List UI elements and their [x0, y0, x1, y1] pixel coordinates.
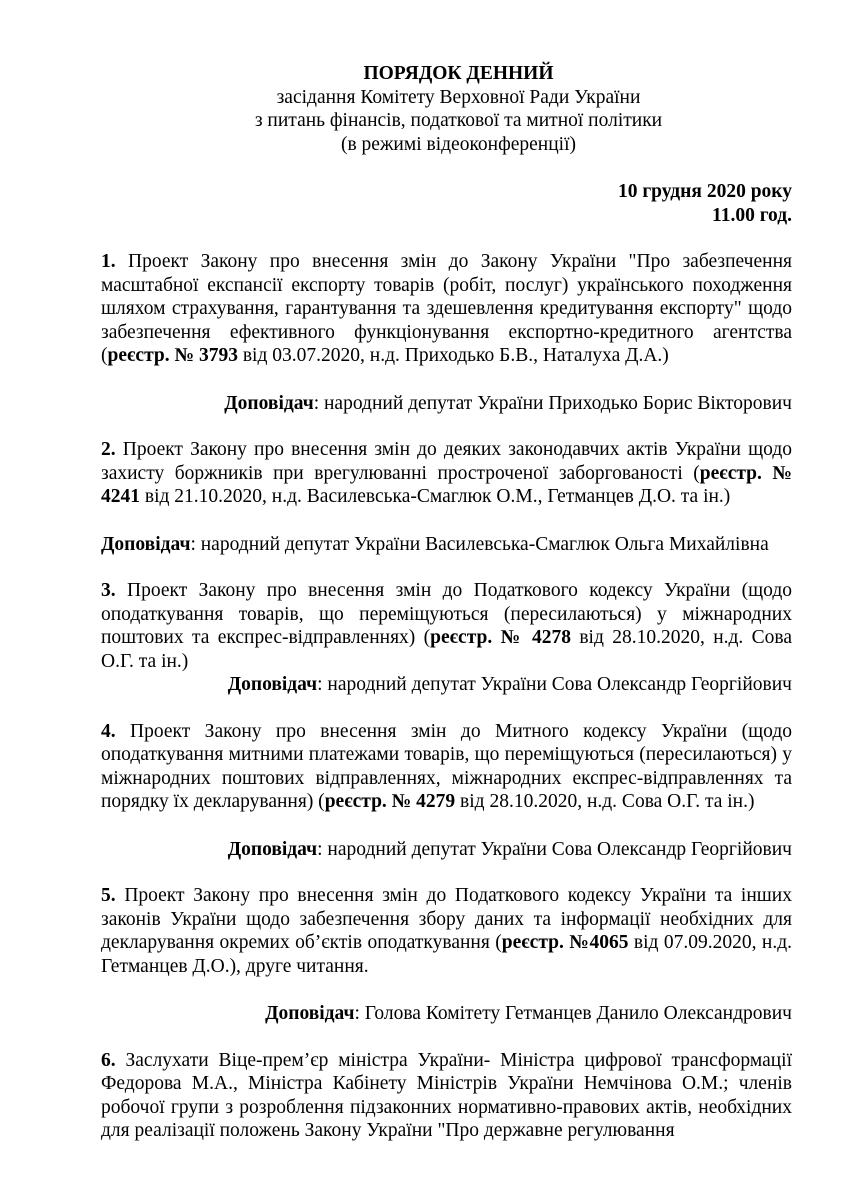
registration-number: реєстр. № 4279 [324, 791, 456, 812]
agenda-item-text [101, 720, 792, 814]
meeting-date: 10 грудня 2020 року [617, 181, 792, 202]
speaker-line-5 [101, 1002, 792, 1026]
speaker-name: : народний депутат України Сова Олександр Георгійович [317, 838, 792, 860]
item-body: Проект Закону про внесення змін до Податкового кодексу України (щодо оподаткування товарів, що переміщуються (пересилаються) у міжнародних поштових та експрес-відправленнях) ( [101, 580, 792, 648]
agenda-item-5 [101, 884, 792, 978]
item-number: 5. [101, 885, 116, 906]
speaker-label: Доповідач [265, 1003, 355, 1024]
speaker-line-4 [101, 838, 792, 862]
agenda-item-text [101, 250, 792, 368]
speaker-name: : народний депутат України Василевська-Смаглюк Ольга Михайлівна [190, 533, 769, 555]
document-header [101, 62, 792, 156]
registration-number: реєстр. №4065 [501, 932, 629, 953]
registration-number: реєстр. № 4241 [101, 462, 792, 507]
registration-number: реєстр. № 3793 [107, 345, 238, 366]
item-tail: від 03.07.2020, н.д. Приходько Б.В., Наталуха Д.А.) [237, 345, 669, 366]
speaker-line-1 [101, 392, 792, 416]
agenda-item-text [101, 438, 792, 509]
registration-number: реєстр. № 4278 [430, 627, 571, 648]
speaker-line-3 [101, 673, 792, 697]
item-body: Проект Закону про внесення змін до деяких законодавчих актів України щодо захисту боржників при врегулюванні простроченої заборгованості ( [101, 439, 792, 484]
header-line-scope: з питань фінансів, податкової та митної політики [254, 110, 663, 131]
meeting-time: 11.00 год. [712, 204, 792, 226]
agenda-item-3 [101, 579, 792, 673]
speaker-label: Доповідач [227, 838, 318, 860]
item-number: 6. [101, 1049, 116, 1071]
speaker-name: : народний депутат України Сова Олександр Георгійович [317, 674, 792, 695]
speaker-label: Доповідач [101, 533, 191, 555]
header-line-committee: засідання Комітету Верховної Ради України [276, 86, 641, 108]
item-body: Проект Закону про внесення змін до Митного кодексу України (щодо оподаткування митними платежами товарів, що переміщуються (пересилаються) у міжнародних поштових відправленнях, міжнародних експрес-відправленнях та порядку їх декларування) ( [101, 720, 792, 812]
speaker-label: Доповідач [227, 674, 318, 695]
document-title: ПОРЯДОК ДЕННИЙ [363, 63, 554, 84]
item-body: Заслухати Віце-прем’єр міністра України- Міністра цифрової трансформації Федорова М.А., Міністра Кабінету Міністрів України Немчінова О.М.; членів робочої групи з розроблення підзаконних нормативно-правових актів, необхідних для реалізації положень Закону України "Про державне регулювання [101, 1049, 792, 1141]
speaker-label: Доповідач [224, 392, 314, 414]
item-tail: від 21.10.2020, н.д. Василевська-Смаглюк О.М., Гетманцев Д.О. та ін.) [140, 486, 731, 507]
item-number: 4. [101, 720, 116, 742]
agenda-item-2 [101, 438, 792, 509]
item-body: Проект Закону про внесення змін до Закону України "Про забезпечення масштабної експансії експорту товарів (робіт, послуг) українського походження шляхом страхування, гарантування та здешевлення кредитування експорту" щодо забезпечення ефективного функціонування експортно-кредитного агентства ( [101, 251, 792, 366]
header-line-mode: (в режимі відеоконференції) [340, 133, 577, 155]
item-tail: від 07.09.2020, н.д. Гетманцев Д.О.), друге читання. [101, 932, 793, 977]
meeting-datetime [101, 180, 792, 227]
item-number: 3. [101, 580, 116, 601]
speaker-name: : народний депутат України Приходько Борис Вікторович [313, 392, 792, 414]
item-number: 1. [101, 251, 116, 272]
item-tail: від 28.10.2020, н.д. Сова О.Г. та ін.) [101, 627, 793, 672]
agenda-item-6 [101, 1049, 792, 1143]
agenda-item-text [101, 884, 792, 978]
speaker-name: : Голова Комітету Гетманцев Данило Олександрович [354, 1003, 792, 1024]
item-body: Проект Закону про внесення змін до Податкового кодексу України та інших законів України щодо забезпечення збору даних та інформації необхідних для декларування окремих об’єктів оподаткування ( [101, 885, 792, 953]
item-number: 2. [101, 439, 116, 460]
agenda-item-4 [101, 720, 792, 814]
agenda-item-1 [101, 250, 792, 368]
speaker-line-2 [101, 533, 792, 557]
agenda-item-text [101, 1049, 792, 1143]
agenda-item-text [101, 579, 792, 673]
item-tail: від 28.10.2020, н.д. Сова О.Г. та ін.) [455, 791, 755, 812]
